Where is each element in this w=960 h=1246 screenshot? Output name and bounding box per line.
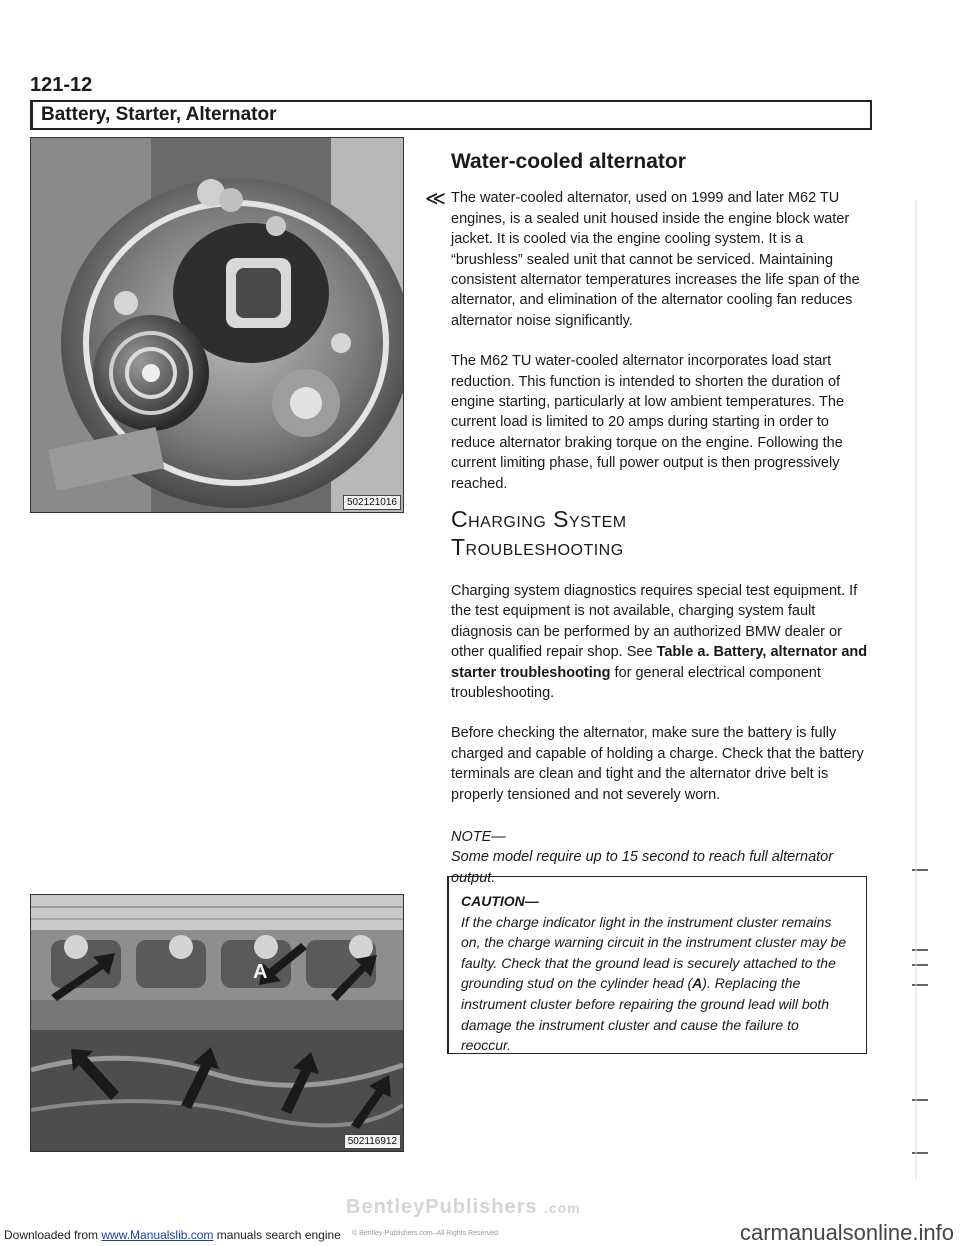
p1-text-start: Charging system diagnostics requires special test equipment. If the test equipment is not available, charging system fault diagnosis can be performed by an authorized BMW dealer or other qualified repair shop. See <box>451 583 858 661</box>
photo-id-label: 502121016 <box>343 495 401 510</box>
water-cooled-paragraph-2: The M62 TU water-cooled alternator incorporates load start reduction. This function is intended to shorten the duration of engine starting, particularly at low ambient temperatures. The current load is limited to 20 amps during starting in order to reduce alternator braking torque on the engine. Following the current limiting phase, full power output is then progressively reached. <box>451 353 845 492</box>
troubleshooting-section <box>451 505 871 888</box>
heading-line-2: Troubleshooting <box>451 534 624 560</box>
caution-title: CAUTION— <box>461 893 539 909</box>
publisher-watermark <box>346 1196 581 1219</box>
caution-box <box>447 876 867 1054</box>
footer-prefix: Downloaded from <box>4 1228 102 1242</box>
callout-a: A <box>253 961 268 983</box>
footer-suffix: manuals search engine <box>213 1228 341 1242</box>
p1-text-end: for general electrical component troubleshooting. <box>451 664 821 702</box>
heading-line-1: Charging System <box>451 506 627 532</box>
footer-site-label: carmanualsonline.info <box>739 1220 954 1245</box>
footer-download-line <box>4 1228 341 1242</box>
watermark-domain: .com <box>544 1200 581 1216</box>
cylinder-head-photo <box>30 894 404 1152</box>
caution-body <box>461 912 852 1056</box>
troubleshooting-paragraph-2: Before checking the alternator, make sure the battery is fully charged and capable of holding a charge. Check that the battery terminals are clean and tight and the alternator drive belt is properly tensioned and not severely worn. <box>451 725 864 803</box>
section-title: Battery, Starter, Alternator <box>41 104 277 125</box>
copyright-line: © Bentley-Publishers.com–All Rights Reserved <box>352 1230 498 1237</box>
caution-text-end: ). Replacing the instrument cluster before repairing the ground lead will both damage the instrument cluster and cause the failure to reoccur. <box>461 975 830 1054</box>
section-header <box>30 100 872 130</box>
caution-callout: A <box>692 975 703 992</box>
note-body: Some model require up to 15 second to reach full alternator output. <box>451 849 834 886</box>
water-cooled-heading: Water-cooled alternator <box>451 150 686 173</box>
page-number: 121-12 <box>30 74 93 96</box>
manualslib-link[interactable]: www.Manualslib.com <box>101 1228 214 1242</box>
photo-id-label: 502116912 <box>344 1134 401 1149</box>
water-cooled-paragraph-1: The water-cooled alternator, used on 1999 and later M62 TU engines, is a sealed unit housed inside the engine block water jacket. It is cooled via the engine cooling system. It is a “brushless” sealed unit that cannot be serviced. Maintaining consistent alternator temperatures increases the life span of the alternator, and elimination of the alternator cooling fan reduces alternator noise significantly. <box>451 190 860 329</box>
table-reference: Table a. Battery, alternator and starter troubleshooting <box>451 644 868 681</box>
alternator-illustration <box>31 138 403 512</box>
scan-margin-marks <box>900 0 960 1242</box>
water-cooled-section <box>425 150 871 494</box>
troubleshooting-paragraph-1 <box>451 581 871 703</box>
caution-text-start: If the charge indicator light in the instrument cluster remains on, the charge warning circuit in the instrument cluster may be faulty. Check that the ground lead is securely attached to the grounding stud on the cylinder head ( <box>461 913 847 992</box>
troubleshooting-heading <box>451 505 871 561</box>
watermark-text: BentleyPublishers <box>346 1196 538 1218</box>
arrow-left-icon: ≪ <box>425 188 446 211</box>
cylinder-head-illustration <box>31 895 403 1151</box>
alternator-photo <box>30 137 404 513</box>
note-title: NOTE— <box>451 829 506 846</box>
